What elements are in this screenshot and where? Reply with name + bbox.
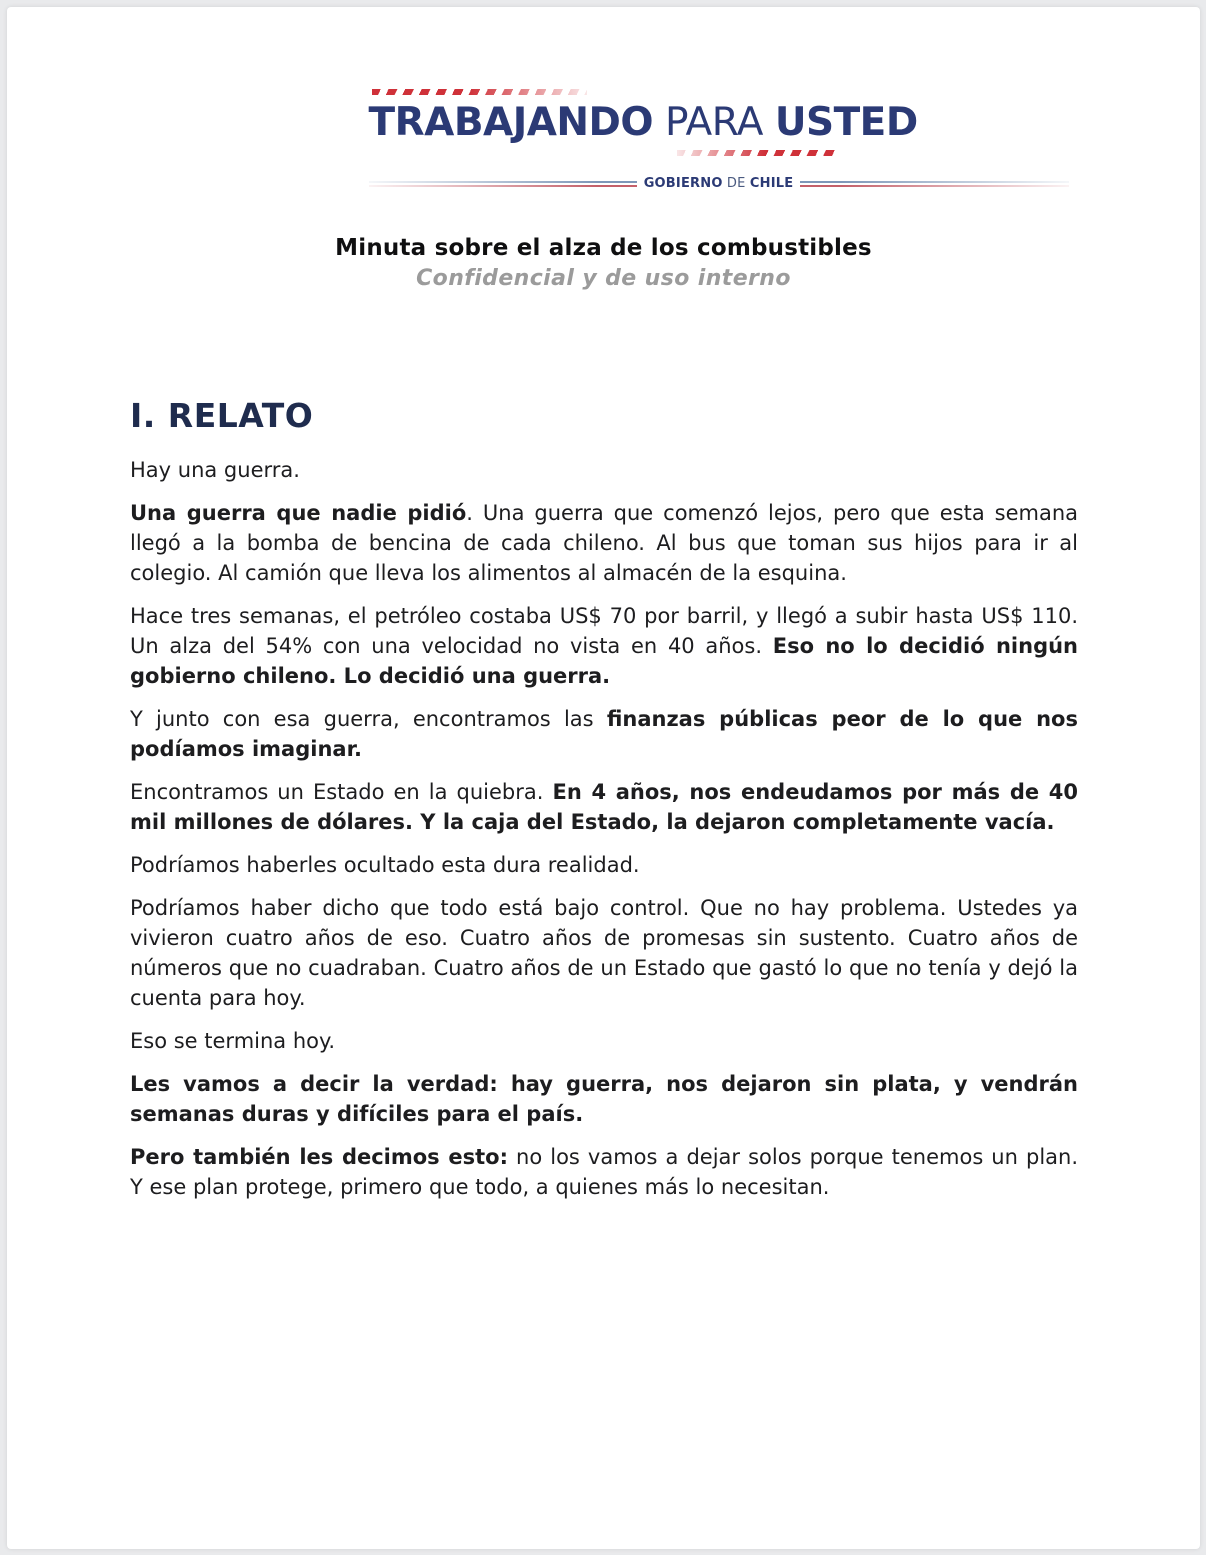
gov-word-chile: CHILE — [749, 176, 794, 191]
paragraph-bold-run: finanzas públicas peor de lo que nos podíamos imaginar. — [130, 707, 1078, 761]
paragraph-bold-run: Pero también les decimos esto: — [130, 1145, 508, 1169]
gobierno-de-chile-divider — [369, 176, 1069, 191]
title-block — [7, 235, 1200, 291]
logo-word-usted: USTED — [774, 100, 918, 145]
paragraph-bold-run: En 4 años, nos endeudamos por más de 40 mil millones de dólares. Y la caja del Estado, la dejaron completamente vacía. — [130, 780, 1078, 834]
paragraph — [130, 1069, 1078, 1129]
gobierno-de-chile-label — [644, 176, 794, 191]
paragraph-text-run: Hace tres semanas, el petróleo costaba US$ 70 por barril, y llegó a subir hasta US$ 110. Un alza del 54% con una velocidad no vista en 40 años. — [130, 604, 1078, 658]
paragraph — [130, 601, 1078, 691]
document-body — [130, 396, 1078, 1202]
paragraph — [130, 704, 1078, 764]
document-page — [7, 7, 1200, 1549]
logo-wordmark — [368, 100, 918, 145]
paragraph — [130, 1142, 1078, 1202]
paragraph-text-run: Encontramos un Estado en la quiebra. — [130, 780, 553, 804]
gov-word-gobierno: GOBIERNO — [643, 176, 723, 191]
divider-line-left — [369, 181, 637, 187]
paragraph-text-run: Hay una guerra. — [130, 458, 300, 482]
paragraph-text-run: Y junto con esa guerra, encontramos las — [130, 707, 607, 731]
paragraph — [130, 1026, 1078, 1056]
logo-word-trabajando: TRABAJANDO — [368, 100, 654, 145]
paragraph — [130, 498, 1078, 588]
paragraph-text-run: . Una guerra que comenzó lejos, pero que esta semana llegó a la bomba de bencina de cada chileno. Al bus que toman sus hijos para ir al colegio. Al camión que lleva los alimentos al almacén de la esquina. — [130, 501, 1079, 585]
paragraph-text-run: Podríamos haber dicho que todo está bajo control. Que no hay problema. Ustedes ya vivieron cuatro años de eso. Cuatro años de promesas sin sustento. Cuatro años de números que no cuadraban. Cuatro años de un Estado que gastó lo que no tenía y dejó la cuenta para hoy. — [130, 896, 1078, 1010]
paragraph-bold-run: Les vamos a decir la verdad: hay guerra, nos dejaron sin plata, y vendrán semanas duras y difíciles para el país. — [130, 1072, 1078, 1126]
gov-word-de: DE — [726, 176, 746, 191]
document-title: Minuta sobre el alza de los combustibles — [335, 235, 872, 261]
paragraph-text-run: no los vamos a dejar solos porque tenemos un plan. Y ese plan protege, primero que todo, a quienes más lo necesitan. — [130, 1145, 1079, 1199]
red-dashed-line-top-icon — [372, 89, 587, 95]
paragraph — [130, 455, 1078, 485]
logo-word-para: PARA — [665, 100, 763, 145]
divider-line-right — [800, 181, 1068, 187]
paragraph — [130, 850, 1078, 880]
paragraph-text-run: Podríamos haberles ocultado esta dura realidad. — [130, 853, 640, 877]
paragraph-text-run: Eso se termina hoy. — [130, 1029, 336, 1053]
document-subtitle: Confidencial y de uso interno — [416, 266, 791, 291]
red-dashed-line-bottom-icon — [677, 150, 837, 156]
government-logo — [368, 89, 918, 191]
paragraph — [130, 893, 1078, 1013]
paragraph — [130, 777, 1078, 837]
paragraph-bold-run: Eso no lo decidió ningún gobierno chileno. Lo decidió una guerra. — [130, 634, 1078, 688]
body-paragraphs — [130, 455, 1078, 1202]
section-heading-relato: I. RELATO — [130, 396, 314, 435]
paragraph-bold-run: Una guerra que nadie pidió — [130, 501, 467, 525]
